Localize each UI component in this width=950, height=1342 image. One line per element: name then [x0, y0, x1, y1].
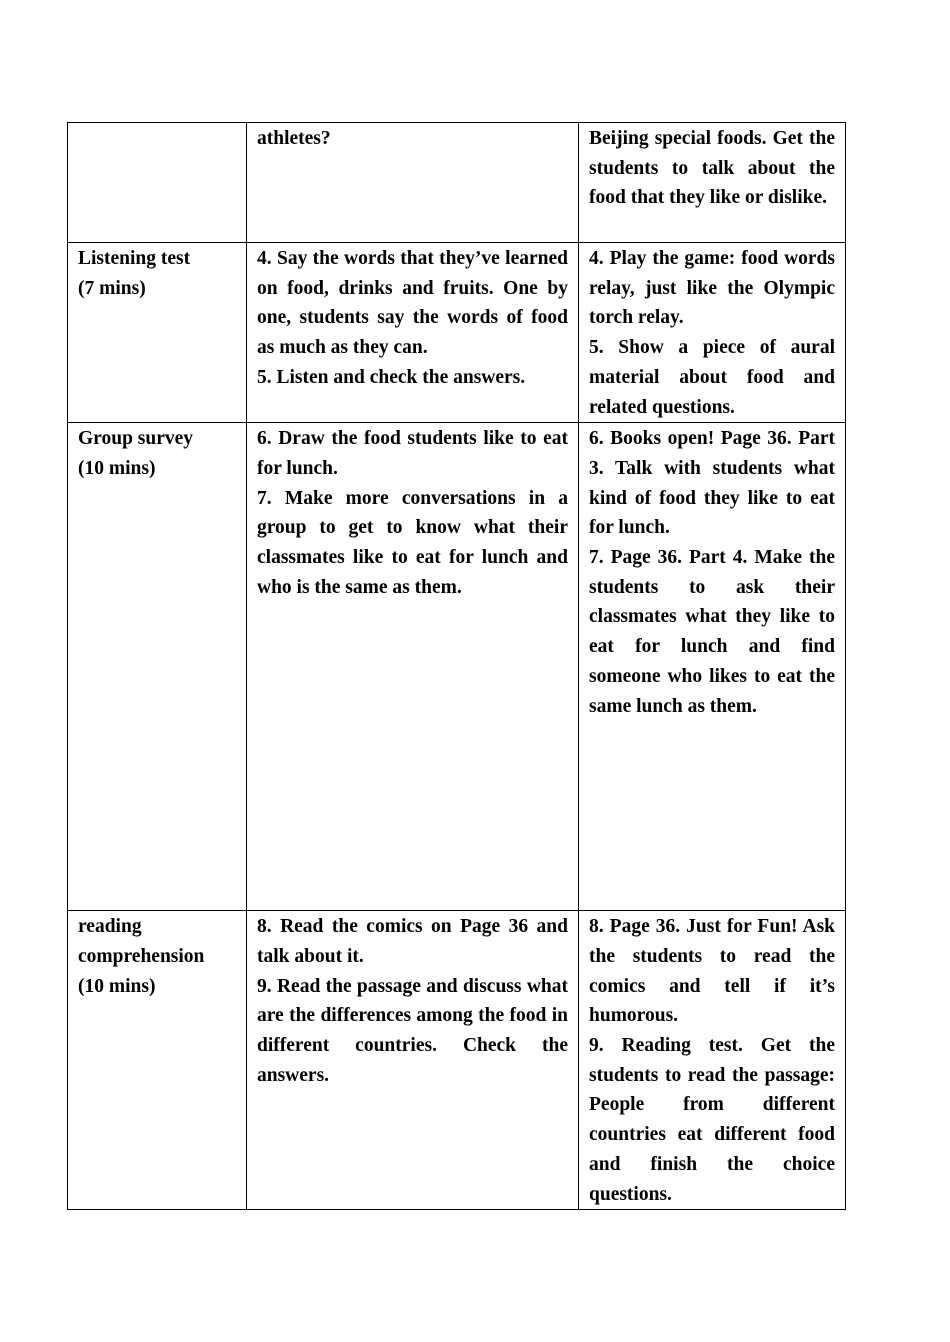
teacher-activity-text: 5. Show a piece of aural material about food and related questions.: [589, 337, 835, 418]
stage-title: Group survey: [78, 428, 194, 450]
teacher-activity-text: 8. Page 36. Just for Fun! Ask the students to read the comics and tell if it’s humorous.: [589, 916, 835, 1027]
stage-title: Listening test: [78, 248, 191, 269]
student-activity-cell: [247, 423, 579, 911]
student-activity-text: 8. Read the comics on Page 36 and talk about it.: [257, 916, 568, 967]
stage-cell: [68, 423, 247, 911]
stage-duration: (10 mins): [78, 975, 156, 997]
table-row: [68, 243, 846, 423]
student-activity-cell: [247, 123, 579, 243]
stage-title: reading: [78, 916, 142, 938]
stage-cell: [68, 911, 247, 1210]
student-activity-text: athletes?: [257, 128, 331, 149]
table-row: [68, 423, 846, 911]
student-activity-text: 9. Read the passage and discuss what are the differences among the food in different countries. Check the answers.: [257, 975, 568, 1086]
teacher-activity-cell: [579, 123, 846, 243]
teacher-activity-text: 6. Books open! Page 36. Part 3. Talk with students what kind of food they like to eat for lunch.: [589, 428, 835, 539]
teacher-activity-text: 7. Page 36. Part 4. Make the students to ask their classmates what they like to eat for lunch and find someone who likes to eat the same lunch as them.: [589, 547, 835, 717]
teacher-activity-text: Beijing special foods. Get the students to talk about the food that they like or dislike.: [589, 128, 835, 209]
table-row: [68, 123, 846, 243]
student-activity-text: 4. Say the words that they’ve learned on food, drinks and fruits. One by one, students say the words of food as much as they can.: [257, 248, 568, 359]
teacher-activity-cell: [579, 423, 846, 911]
lesson-plan-table: [67, 122, 846, 1210]
stage-cell: [68, 243, 247, 423]
stage-cell: [68, 123, 247, 243]
teacher-activity-cell: [579, 911, 846, 1210]
table-row: [68, 911, 846, 1210]
stage-duration: (10 mins): [78, 457, 156, 479]
student-activity-cell: [247, 243, 579, 423]
stage-duration: (7 mins): [78, 277, 146, 299]
teacher-activity-text: 4. Play the game: food words relay, just like the Olympic torch relay.: [589, 248, 835, 329]
student-activity-text: 6. Draw the food students like to eat for lunch.: [257, 428, 568, 479]
student-activity-text: 7. Make more conversations in a group to get to know what their classmates like to eat for lunch and who is the same as them.: [257, 487, 568, 598]
teacher-activity-text: 9. Reading test. Get the students to read the passage: People from different countries eat different food and finish the choice questions.: [589, 1035, 835, 1205]
teacher-activity-cell: [579, 243, 846, 423]
student-activity-text: 5. Listen and check the answers.: [257, 366, 526, 388]
stage-title: comprehension: [78, 945, 205, 967]
student-activity-cell: [247, 911, 579, 1210]
